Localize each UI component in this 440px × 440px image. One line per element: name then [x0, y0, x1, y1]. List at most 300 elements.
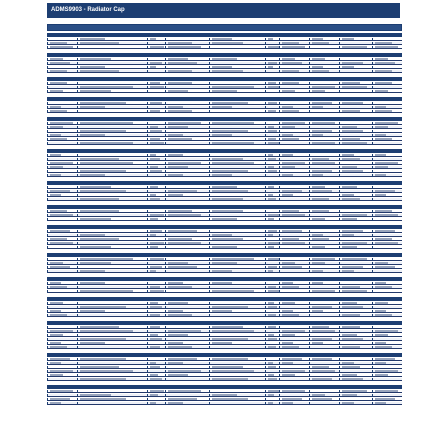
table-cell	[265, 130, 279, 133]
cell-text	[80, 218, 111, 220]
cell-text	[375, 358, 395, 360]
table-cell	[339, 122, 372, 125]
table-cell	[77, 242, 147, 245]
table-cell	[165, 234, 209, 237]
cell-text	[150, 66, 156, 68]
cell-text	[375, 210, 392, 212]
table-cell	[279, 366, 309, 369]
table-cell	[265, 122, 279, 125]
table-cell	[209, 102, 265, 105]
table-cell	[147, 210, 165, 213]
cell-text	[80, 86, 133, 88]
table-cell	[309, 46, 339, 49]
table-cell	[372, 314, 402, 317]
table-cell	[147, 342, 165, 345]
table-cell	[77, 46, 147, 49]
table-cell	[265, 154, 279, 157]
table-cell	[339, 126, 372, 129]
table-cell	[209, 142, 265, 145]
cell-text	[50, 262, 63, 264]
table-cell	[372, 90, 402, 93]
cell-text	[168, 122, 201, 124]
table-cell	[165, 302, 209, 305]
table-cell	[147, 142, 165, 145]
table-cell	[165, 230, 209, 233]
cell-text	[268, 326, 276, 328]
table-cell	[165, 270, 209, 273]
table-cell	[265, 306, 279, 309]
table-cell	[279, 62, 309, 65]
cell-text	[268, 234, 273, 236]
cell-text	[312, 130, 332, 132]
table-cell	[165, 122, 209, 125]
table-cell	[309, 66, 339, 69]
table-cell	[77, 214, 147, 217]
table-cell	[47, 86, 77, 89]
table-cell	[47, 306, 77, 309]
table-cell	[77, 270, 147, 273]
table-cell	[279, 138, 309, 141]
table-cell	[147, 302, 165, 305]
cell-text	[80, 210, 119, 212]
table-cell	[279, 270, 309, 273]
table-cell	[147, 314, 165, 317]
cell-text	[212, 306, 248, 308]
cell-text	[50, 358, 70, 360]
table-cell	[165, 66, 209, 69]
table-cell	[165, 214, 209, 217]
cell-text	[342, 82, 360, 84]
table-cell	[339, 266, 372, 269]
table-cell	[339, 190, 372, 193]
cell-text	[212, 134, 232, 136]
table-cell	[265, 334, 279, 337]
table-cell	[77, 246, 147, 249]
table-cell	[147, 134, 165, 137]
cell-text	[268, 82, 276, 84]
table-cell	[209, 62, 265, 65]
table-cell	[209, 238, 265, 241]
cell-text	[168, 42, 192, 44]
cell-text	[212, 234, 232, 236]
cell-text	[312, 86, 335, 88]
table-cell	[339, 194, 372, 197]
table-cell	[309, 370, 339, 373]
cell-text	[282, 362, 293, 364]
table-cell	[47, 122, 77, 125]
table-cell	[165, 358, 209, 361]
cell-text	[268, 374, 274, 376]
table-cell	[77, 398, 147, 401]
table-cell	[372, 194, 402, 197]
cell-text	[282, 346, 299, 348]
table-cell	[265, 126, 279, 129]
table-row	[47, 378, 402, 381]
cell-text	[150, 286, 160, 288]
cell-text	[342, 66, 354, 68]
table-cell	[77, 394, 147, 397]
cell-text	[212, 258, 254, 260]
table-cell	[47, 62, 77, 65]
cell-text	[312, 262, 325, 264]
cell-text	[80, 158, 119, 160]
table-cell	[279, 142, 309, 145]
cell-text	[50, 166, 63, 168]
cell-text	[282, 62, 302, 64]
table-row	[47, 398, 402, 401]
cell-text	[80, 198, 119, 200]
cell-text	[168, 134, 183, 136]
table-cell	[265, 346, 279, 349]
table-cell	[339, 82, 372, 85]
table-cell	[372, 402, 402, 405]
cell-text	[50, 286, 67, 288]
table-cell	[265, 166, 279, 169]
table-cell	[339, 390, 372, 393]
table-cell	[209, 90, 265, 93]
cell-text	[268, 194, 273, 196]
table-cell	[209, 42, 265, 45]
table-cell	[265, 302, 279, 305]
vehicle-section-header	[47, 225, 402, 229]
table-cell	[165, 362, 209, 365]
table-cell	[165, 138, 209, 141]
table-cell	[265, 366, 279, 369]
cell-text	[212, 58, 237, 60]
cell-text	[312, 394, 325, 396]
table-cell	[147, 362, 165, 365]
table-cell	[77, 154, 147, 157]
table-cell	[279, 402, 309, 405]
table-cell	[47, 246, 77, 249]
cell-text	[150, 166, 158, 168]
table-cell	[279, 266, 309, 269]
table-cell	[47, 66, 77, 69]
cell-text	[282, 238, 299, 240]
cell-text	[80, 330, 133, 332]
table-cell	[147, 122, 165, 125]
table-cell	[77, 234, 147, 237]
table-cell	[372, 358, 402, 361]
table-cell	[309, 390, 339, 393]
table-row	[47, 102, 402, 105]
cell-text	[168, 314, 192, 316]
table-cell	[165, 82, 209, 85]
cell-text	[50, 126, 63, 128]
table-cell	[265, 70, 279, 73]
table-row	[47, 234, 402, 237]
table-cell	[265, 358, 279, 361]
table-cell	[309, 230, 339, 233]
cell-text	[375, 310, 386, 312]
table-cell	[339, 342, 372, 345]
cell-text	[50, 282, 61, 284]
cell-text	[312, 90, 325, 92]
table-cell	[47, 38, 77, 41]
table-cell	[77, 102, 147, 105]
table-cell	[265, 326, 279, 329]
table-cell	[265, 270, 279, 273]
cell-text	[342, 286, 360, 288]
table-cell	[165, 306, 209, 309]
table-cell	[47, 346, 77, 349]
cell-text	[212, 70, 243, 72]
table-row	[47, 394, 402, 397]
table-cell	[372, 138, 402, 141]
cell-text	[168, 194, 183, 196]
table-cell	[147, 390, 165, 393]
table-cell	[147, 170, 165, 173]
cell-text	[282, 374, 295, 376]
table-cell	[147, 70, 165, 73]
cell-text	[342, 214, 367, 216]
cell-text	[375, 154, 386, 156]
table-cell	[147, 330, 165, 333]
cell-text	[150, 362, 156, 364]
table-cell	[47, 170, 77, 173]
table-cell	[47, 282, 77, 285]
table-cell	[147, 346, 165, 349]
table-row	[47, 266, 402, 269]
cell-text	[375, 134, 386, 136]
table-cell	[147, 258, 165, 261]
table-cell	[47, 58, 77, 61]
table-cell	[77, 106, 147, 109]
cell-text	[342, 126, 357, 128]
table-cell	[339, 90, 372, 93]
cell-text	[212, 130, 248, 132]
table-cell	[372, 266, 402, 269]
cell-text	[268, 230, 277, 232]
cell-text	[212, 198, 243, 200]
table-cell	[209, 326, 265, 329]
table-cell	[309, 258, 339, 261]
cell-text	[168, 110, 192, 112]
table-cell	[47, 290, 77, 293]
table-row	[47, 122, 402, 125]
table-row	[47, 358, 402, 361]
cell-text	[342, 230, 363, 232]
table-cell	[77, 362, 147, 365]
table-cell	[339, 46, 372, 49]
table-cell	[339, 58, 372, 61]
table-cell	[165, 58, 209, 61]
table-row	[47, 214, 402, 217]
cell-text	[212, 102, 248, 104]
table-row	[47, 290, 402, 293]
table-cell	[279, 286, 309, 289]
cell-text	[168, 106, 183, 108]
table-row	[47, 190, 402, 193]
table-cell	[372, 338, 402, 341]
table-cell	[47, 310, 77, 313]
table-cell	[309, 90, 339, 93]
table-cell	[372, 174, 402, 177]
cell-text	[282, 110, 299, 112]
cell-text	[375, 190, 395, 192]
cell-text	[212, 310, 232, 312]
cell-text	[375, 334, 388, 336]
cell-text	[342, 366, 360, 368]
table-cell	[372, 58, 402, 61]
cell-text	[150, 186, 158, 188]
cell-text	[342, 258, 367, 260]
table-cell	[47, 370, 77, 373]
cell-text	[168, 262, 188, 264]
table-cell	[165, 218, 209, 221]
cell-text	[80, 394, 111, 396]
table-cell	[309, 122, 339, 125]
cell-text	[375, 194, 386, 196]
cell-text	[342, 186, 357, 188]
table-cell	[147, 190, 165, 193]
cell-text	[150, 158, 160, 160]
table-cell	[265, 378, 279, 381]
table-cell	[147, 166, 165, 169]
table-cell	[47, 242, 77, 245]
cell-text	[268, 270, 273, 272]
table-cell	[47, 110, 77, 113]
table-cell	[372, 342, 402, 345]
table-cell	[339, 270, 372, 273]
table-cell	[339, 158, 372, 161]
table-cell	[47, 238, 77, 241]
cell-text	[80, 42, 119, 44]
table-cell	[309, 106, 339, 109]
cell-text	[50, 174, 61, 176]
cell-text	[212, 218, 237, 220]
cell-text	[342, 402, 354, 404]
table-row	[47, 310, 402, 313]
cell-text	[268, 362, 273, 364]
table-cell	[209, 66, 265, 69]
table-cell	[209, 126, 265, 129]
table-cell	[372, 126, 402, 129]
table-cell	[165, 398, 209, 401]
table-cell	[265, 186, 279, 189]
table-row	[47, 362, 402, 365]
table-cell	[209, 170, 265, 173]
table-cell	[147, 130, 165, 133]
cell-text	[150, 142, 164, 144]
cell-text	[375, 238, 392, 240]
cell-text	[312, 358, 332, 360]
table-cell	[77, 402, 147, 405]
table-cell	[47, 158, 77, 161]
cell-text	[50, 314, 67, 316]
table-row	[47, 306, 402, 309]
cell-text	[80, 58, 111, 60]
table-cell	[279, 390, 309, 393]
cell-text	[375, 342, 386, 344]
table-cell	[309, 134, 339, 137]
cell-text	[168, 190, 197, 192]
table-cell	[47, 210, 77, 213]
table-cell	[165, 342, 209, 345]
table-cell	[309, 394, 339, 397]
table-cell	[77, 218, 147, 221]
table-cell	[165, 86, 209, 89]
table-cell	[77, 266, 147, 269]
table-cell	[47, 106, 77, 109]
vehicle-section-header	[47, 149, 402, 153]
cell-text	[375, 166, 388, 168]
cell-text	[150, 82, 160, 84]
cell-text	[50, 398, 70, 400]
table-row	[47, 130, 402, 133]
cell-text	[375, 174, 386, 176]
table-cell	[339, 42, 372, 45]
cell-text	[312, 306, 332, 308]
cell-text	[282, 302, 295, 304]
cell-text	[150, 242, 164, 244]
table-cell	[339, 306, 372, 309]
table-cell	[339, 138, 372, 141]
table-cell	[372, 346, 402, 349]
table-cell	[279, 82, 309, 85]
table-cell	[147, 398, 165, 401]
table-row	[47, 110, 402, 113]
table-cell	[47, 130, 77, 133]
cell-text	[212, 282, 232, 284]
table-cell	[147, 270, 165, 273]
cell-text	[342, 306, 363, 308]
cell-text	[50, 402, 61, 404]
cell-text	[50, 230, 70, 232]
table-cell	[77, 310, 147, 313]
cell-text	[282, 286, 299, 288]
table-cell	[265, 194, 279, 197]
cell-text	[212, 370, 254, 372]
table-cell	[309, 366, 339, 369]
table-row	[47, 154, 402, 157]
table-cell	[309, 190, 339, 193]
table-cell	[339, 106, 372, 109]
table-row	[47, 166, 402, 169]
cell-text	[212, 90, 237, 92]
table-row	[47, 210, 402, 213]
table-row	[47, 62, 402, 65]
cell-text	[150, 258, 164, 260]
table-cell	[309, 330, 339, 333]
cell-text	[168, 174, 183, 176]
table-cell	[47, 338, 77, 341]
table-cell	[265, 394, 279, 397]
table-cell	[309, 302, 339, 305]
table-cell	[77, 122, 147, 125]
cell-text	[168, 154, 183, 156]
cell-text	[212, 66, 232, 68]
cell-text	[80, 66, 105, 68]
table-cell	[309, 198, 339, 201]
table-cell	[279, 90, 309, 93]
table-cell	[339, 238, 372, 241]
vehicle-section-header	[47, 353, 402, 357]
table-cell	[279, 126, 309, 129]
table-cell	[77, 190, 147, 193]
cell-text	[50, 110, 67, 112]
table-cell	[47, 258, 77, 261]
cell-text	[312, 102, 332, 104]
table-cell	[147, 66, 165, 69]
cell-text	[212, 38, 232, 40]
table-cell	[209, 218, 265, 221]
cell-text	[312, 210, 329, 212]
table-cell	[309, 346, 339, 349]
table-row	[47, 326, 402, 329]
table-cell	[147, 162, 165, 165]
table-cell	[165, 90, 209, 93]
